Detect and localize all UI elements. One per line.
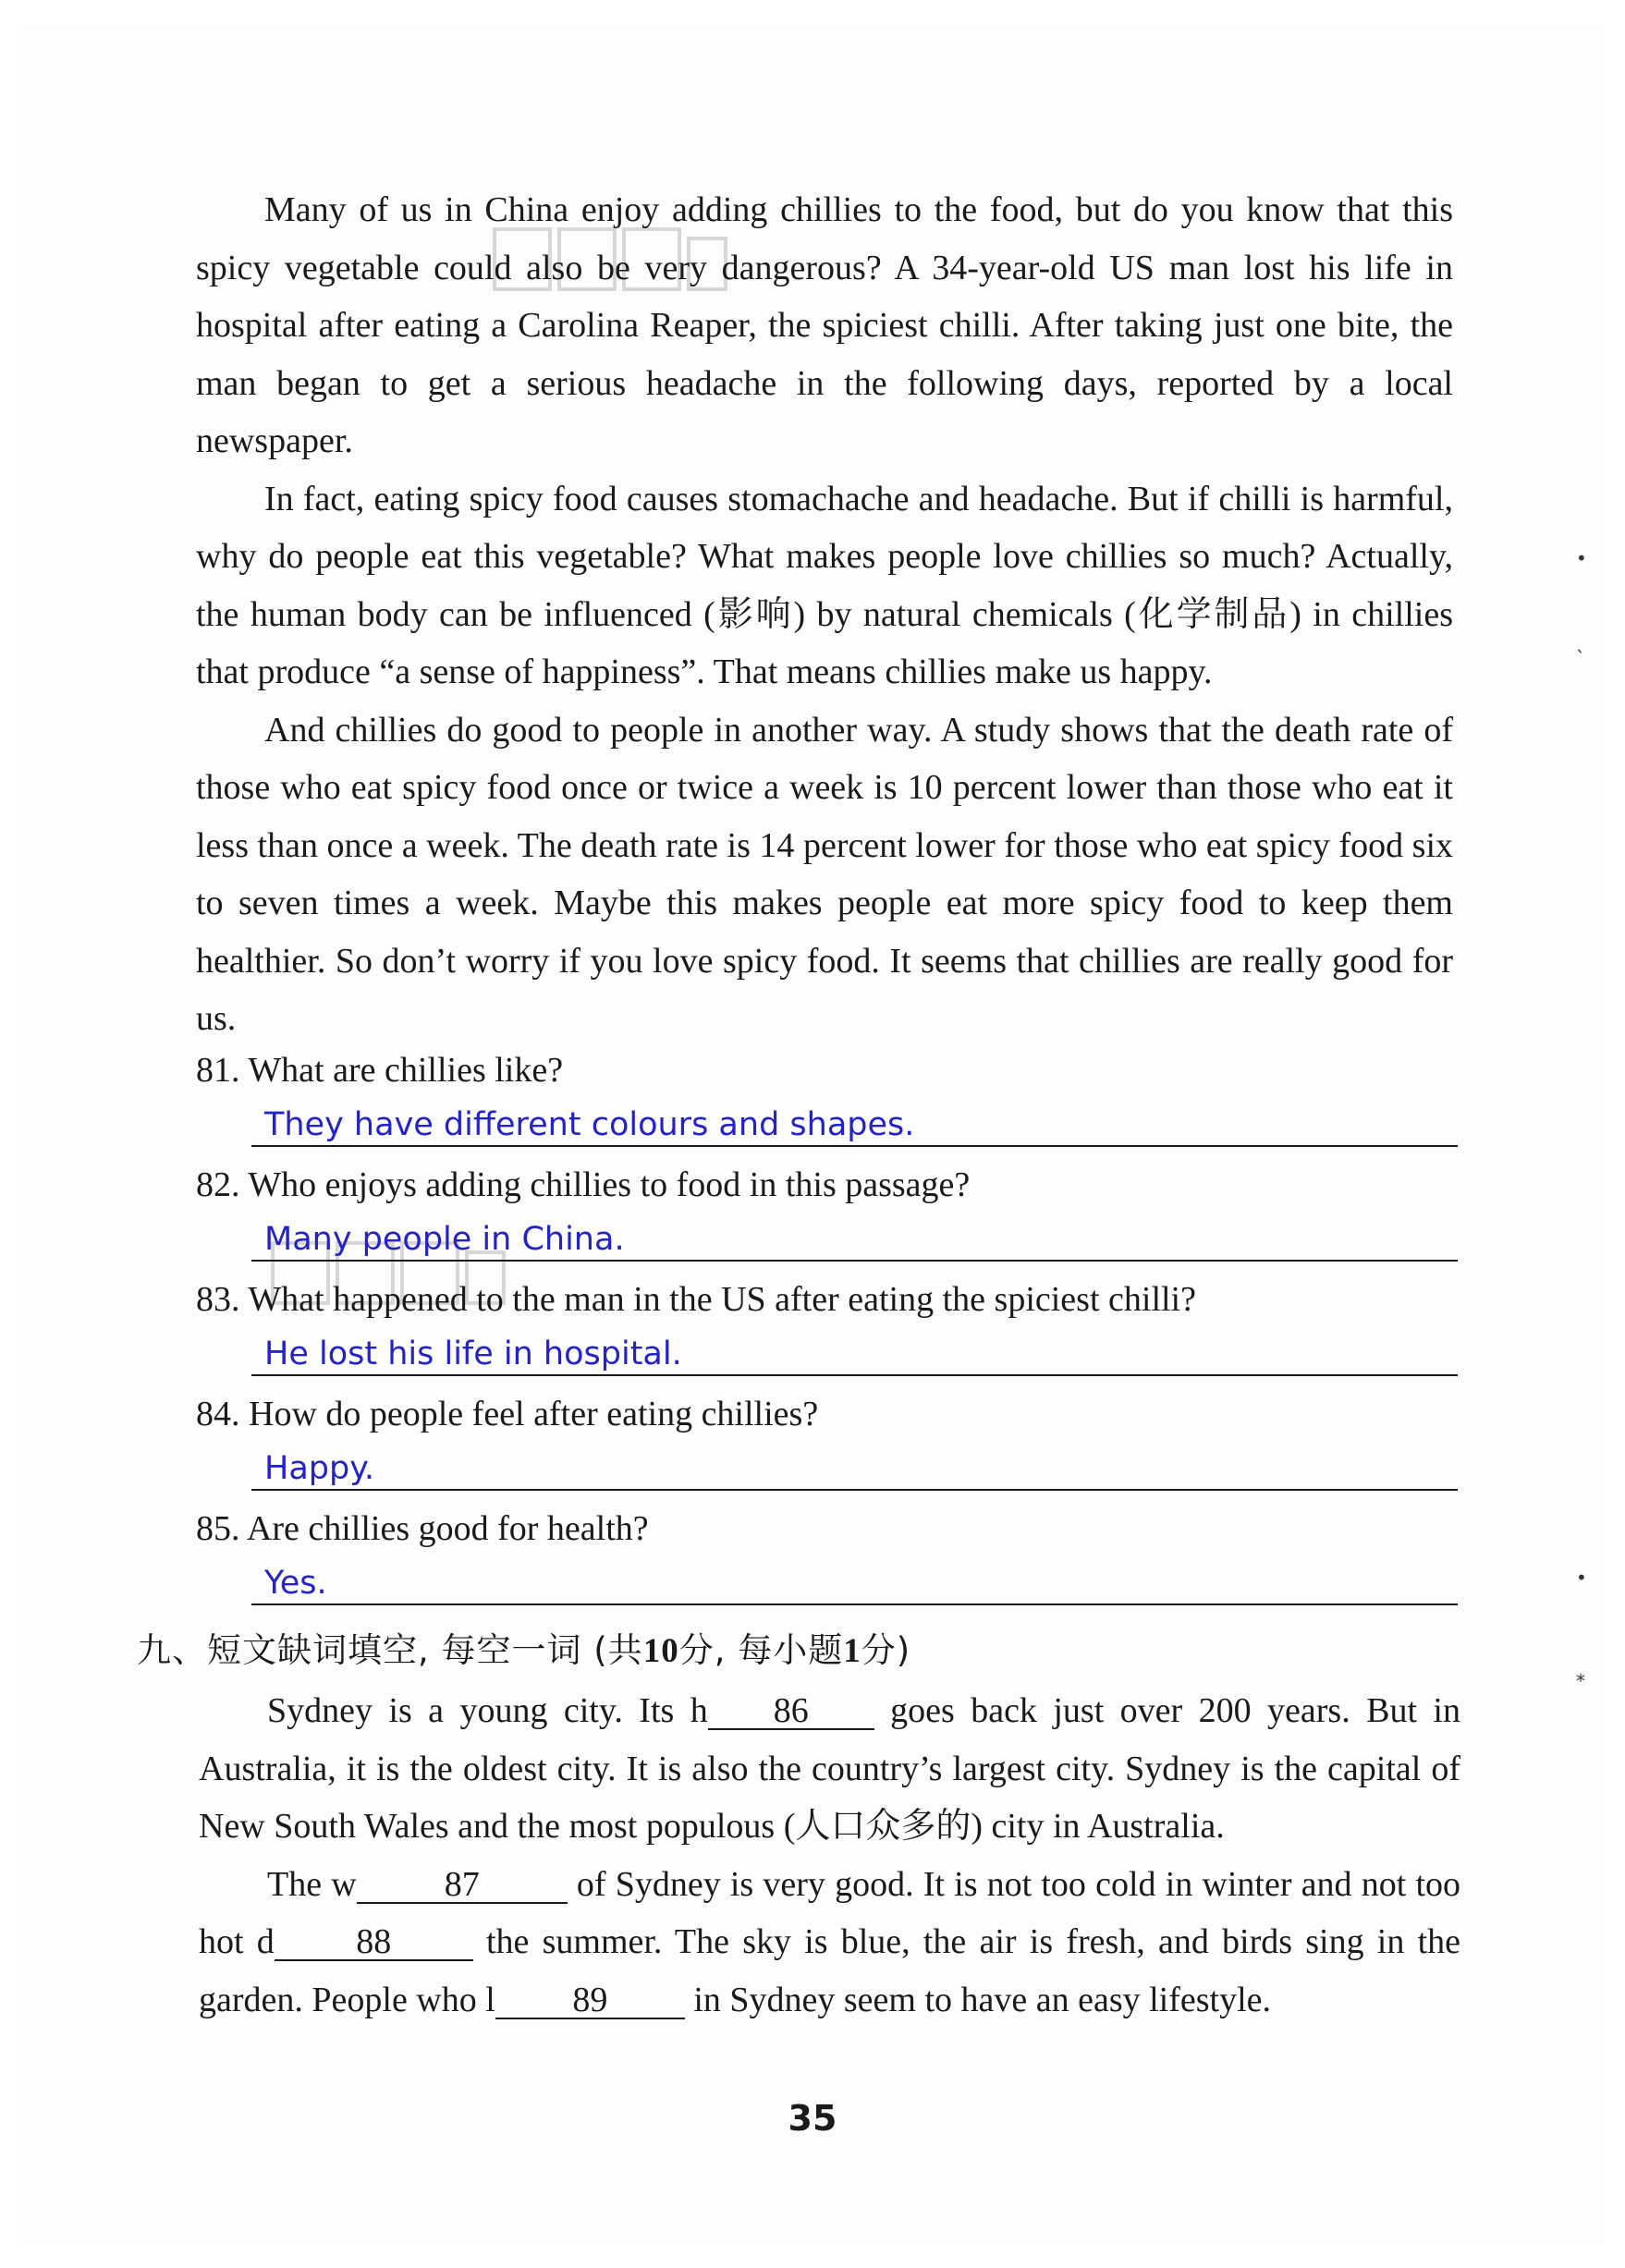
passage-paragraph-1: Many of us in China enjoy adding chillies to the food, but do you know that this spicy vegetable could also be very dangerous? A 34-year-old US man lost his life in hospital after eating a Carolina Reaper, the spiciest chilli. After taking just one bite, the man began to get a serious headache in the following days, reported by a local newspaper. [196, 190, 1453, 460]
scan-dot: • [1576, 1567, 1587, 1589]
question-85 [196, 1507, 1458, 1622]
passage-paragraph-2: In fact, eating spicy food causes stomachache and headache. But if chilli is harmful, why do people eat this vegetable? What makes people love chillies so much? Actually, the human body can be influenced (影响) by natural chemicals (化学制品) in chillies that produce “a sense of happiness”. That means chillies make us happy. [196, 479, 1453, 691]
question-81 [196, 1049, 1458, 1164]
answer-text: He lost his life in hospital. [264, 1335, 682, 1372]
answer-text: Happy. [264, 1450, 375, 1487]
answer-line[interactable] [251, 1552, 1458, 1605]
question-text: 82. Who enjoys adding chillies to food in this passage? [196, 1165, 971, 1204]
blank-89[interactable]: 89 [495, 1982, 685, 2019]
question-text: 83. What happened to the man in the US after eating the spiciest chilli? [196, 1280, 1196, 1319]
question-84 [196, 1393, 1458, 1507]
scan-dot: ˋ [1576, 647, 1585, 669]
cloze-paragraph-1 [199, 1682, 1460, 1856]
cloze-text: The w [267, 1864, 357, 1904]
scan-dot: • [1576, 547, 1587, 569]
answer-text: Yes. [264, 1565, 327, 1602]
answer-line[interactable] [251, 1437, 1458, 1491]
scan-dot: * [1576, 1670, 1585, 1692]
question-text: 85. Are chillies good for health? [196, 1509, 649, 1548]
reading-passage [196, 181, 1453, 1048]
section-middle: 分, 每小题 [678, 1630, 844, 1670]
question-text: 81. What are chillies like? [196, 1051, 564, 1090]
blank-86[interactable]: 86 [708, 1693, 874, 1730]
blank-87[interactable]: 87 [357, 1867, 568, 1904]
blank-88[interactable]: 88 [275, 1924, 473, 1961]
question-82 [196, 1164, 1458, 1278]
question-list [196, 1049, 1458, 1622]
page-number: 35 [788, 2098, 837, 2139]
cloze-paragraph-2 [199, 1856, 1460, 2030]
cloze-text: Sydney is a young city. Its h [267, 1691, 708, 1730]
answer-line[interactable] [251, 1093, 1458, 1147]
answer-text: They have different colours and shapes. [264, 1106, 915, 1143]
section-heading [137, 1622, 910, 1672]
cloze-text: the summer. The sky is blue, the air is fresh, and birds sing in the garden. People who l [199, 1922, 1460, 2019]
cloze-text: in Sydney seem to have an easy lifestyle. [684, 1980, 1272, 2019]
section-points-total: 10 [642, 1632, 679, 1670]
section-points-each: 1 [843, 1632, 861, 1670]
section-prefix: 九、短文缺词填空, 每空一词 (共 [137, 1630, 643, 1670]
cloze-text: goes back just over 200 years. But in Australia, it is the oldest city. It is also the country’s largest city. Sydney is the capital of New South Wales and the most populous (人口众多的) city in Australia. [199, 1691, 1460, 1846]
question-83 [196, 1278, 1458, 1393]
answer-line[interactable] [251, 1323, 1458, 1376]
question-text: 84. How do people feel after eating chillies? [196, 1395, 819, 1433]
answer-text: Many people in China. [264, 1221, 625, 1258]
cloze-passage [199, 1682, 1460, 2029]
passage-paragraph-3: And chillies do good to people in another way. A study shows that the death rate of those who eat spicy food once or twice a week is 10 percent lower than those who eat it less than once a week. The death rate is 14 percent lower for those who eat spicy food six to seven times a week. Maybe this makes people eat more spicy food to keep them healthier. So don’t worry if you love spicy food. It seems that chillies are really good for us. [196, 710, 1453, 1038]
section-suffix: 分) [861, 1630, 911, 1670]
answer-line[interactable] [251, 1208, 1458, 1262]
cloze-text: of Sydney is very good. It is not too cold in winter and not too hot d [199, 1864, 1461, 1961]
